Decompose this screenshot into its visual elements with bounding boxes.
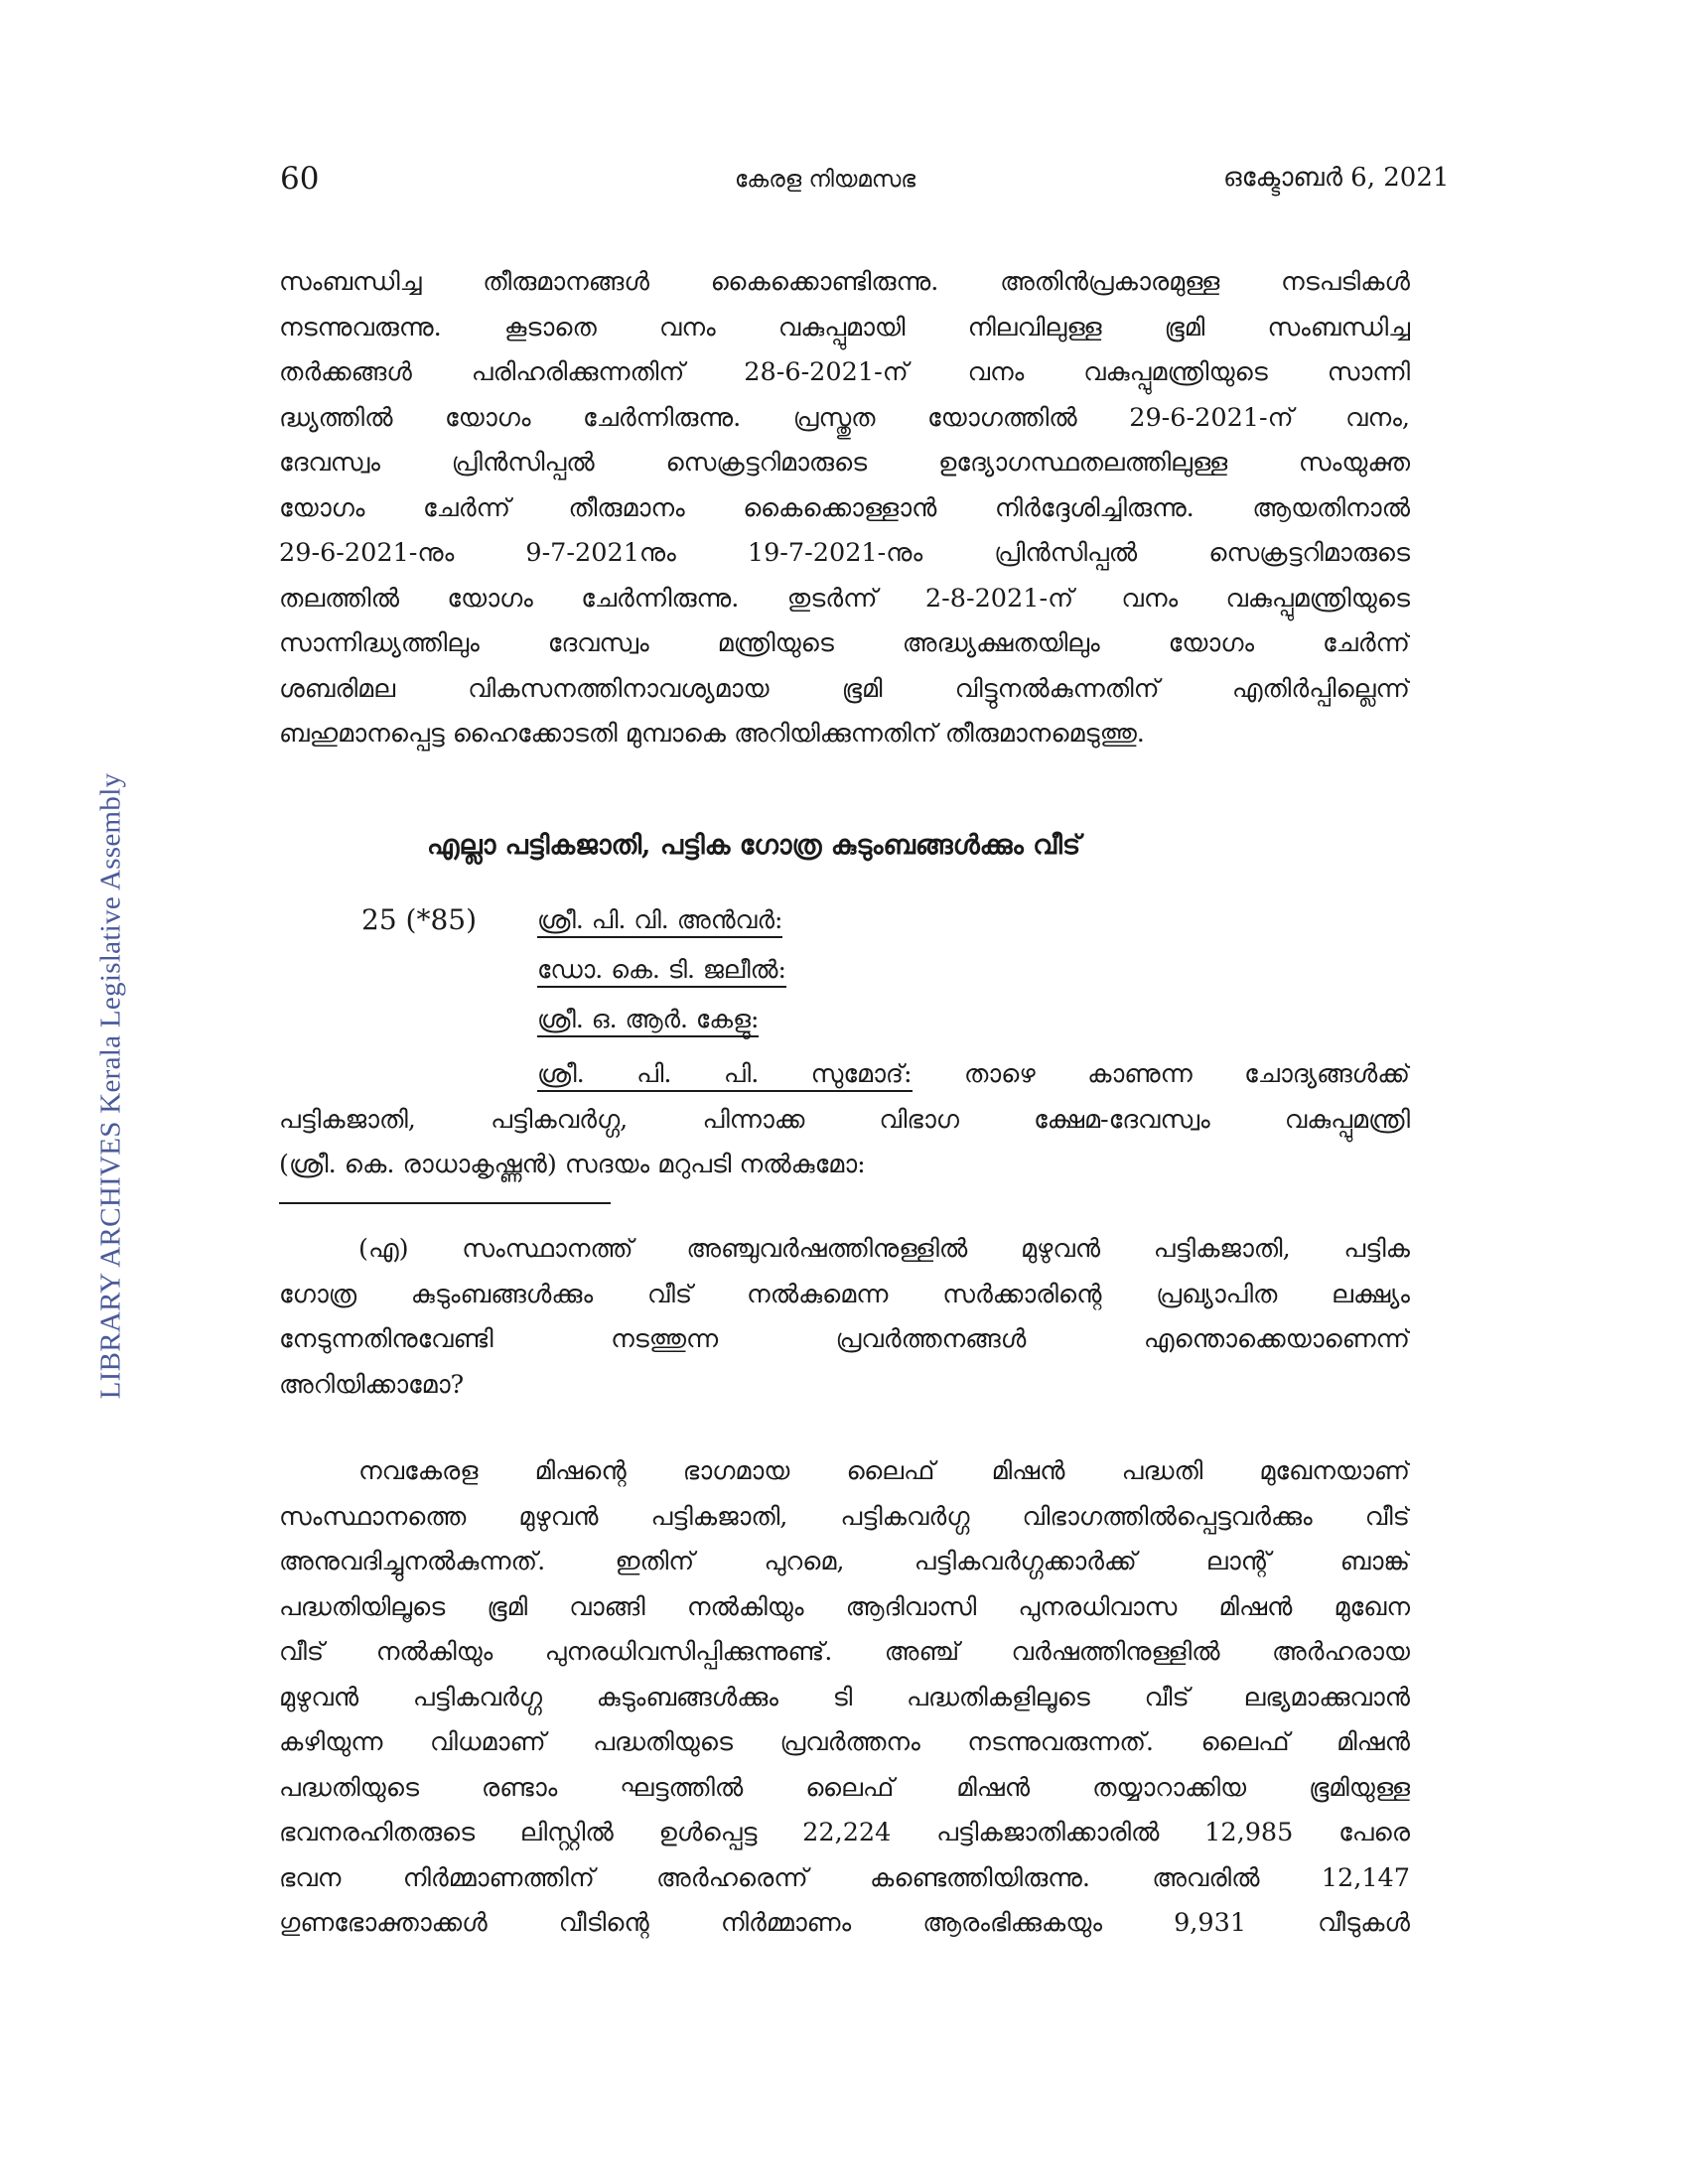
text-line: തർക്കങ്ങൾ പരിഹരിക്കുന്നതിന് 28-6-2021-ന് വനം വകുപ്പുമന്ത്രിയുടെ സാന്നി: [279, 357, 1410, 387]
running-head: കേരള നിയമസഭ: [735, 167, 916, 193]
text-line: മുഴുവൻ പട്ടികവർഗ്ഗ കുടുംബങ്ങൾക്കും ടി പദ്ധതികളിലൂടെ വീട് ലഭ്യമാക്കുവാൻ: [279, 1682, 1410, 1712]
archive-watermark: LIBRARY ARCHIVES Kerala Legislative Assembly: [94, 772, 127, 1400]
addressee-text: സദയം മറുപടി നൽകുമോ:: [556, 1150, 866, 1179]
text-line: നടന്നുവരുന്നു. കൂടാതെ വനം വകുപ്പുമായി നിലവിലുള്ള ഭൂമി സംബന്ധിച്ച: [279, 312, 1410, 342]
minister-name: (ശ്രീ. കെ. രാധാകൃഷ്ണൻ): [279, 1150, 557, 1179]
question-heading: എല്ലാ പട്ടികജാതി, പട്ടിക ഗോത്ര കുടുംബങ്ങൾക്കും വീട്: [427, 830, 1081, 861]
text-line: ഭവന നിർമ്മാണത്തിന് അർഹരെന്ന് കണ്ടെത്തിയിരുന്നു. അവരിൽ 12,147: [279, 1862, 1410, 1893]
question-number: 25 (*85): [361, 903, 478, 936]
text-line: സംസ്ഥാനത്തെ മുഴുവൻ പട്ടികജാതി, പട്ടികവർഗ്ഗ വിഭാഗത്തിൽപ്പെട്ടവർക്കും വീട്: [279, 1501, 1410, 1532]
text-line: ഭവനരഹിതരുടെ ലിസ്റ്റിൽ ഉൾപ്പെട്ട 22,224 പട്ടികജാതിക്കാരിൽ 12,985 പേരെ: [279, 1818, 1410, 1847]
text-line: തലത്തിൽ യോഗം ചേർന്നിരുന്നു. തുടർന്ന് 2-8-2021-ന് വനം വകുപ്പുമന്ത്രിയുടെ: [279, 583, 1410, 614]
continued-paragraph: [279, 260, 1410, 757]
text-line: ബഹുമാനപ്പെട്ട ഹൈക്കോടതി മുമ്പാകെ അറിയിക്കുന്നതിന് തീരുമാനമെടുത്തു.: [279, 719, 1145, 749]
text-line: വീട് നൽകിയും പുനരധിവസിപ്പിക്കുന്നുണ്ട്. അഞ്ച് വർഷത്തിനുള്ളിൽ അർഹരായ: [279, 1637, 1410, 1667]
text-line: പട്ടികജാതി, പട്ടികവർഗ്ഗ, പിന്നാക്ക വിഭാഗ ക്ഷേമ-ദേവസ്വം വകുപ്പുമന്ത്രി: [279, 1104, 1410, 1135]
text-line: ദേവസ്വം പ്രിൻസിപ്പൽ സെക്രട്ടറിമാരുടെ ഉദ്യോഗസ്ഥതലത്തിലുള്ള സംയുക്ത: [279, 448, 1410, 478]
member-name: [537, 905, 782, 935]
text-line: നവകേരള മിഷന്റെ ഭാഗമായ ലൈഫ് മിഷൻ പദ്ധതി മുഖേനയാണ്: [358, 1456, 1410, 1486]
text-line: (എ) സംസ്ഥാനത്ത് അഞ്ചുവർഷത്തിനുള്ളിൽ മുഴുവൻ പട്ടികജാതി, പട്ടിക: [358, 1234, 1410, 1264]
member-name: [537, 1005, 759, 1034]
text-line: [279, 1052, 1410, 1098]
text-line: കഴിയുന്ന വിധമാണ് പദ്ധതിയുടെ പ്രവർത്തനം നടന്നുവരുന്നത്. ലൈഫ് മിഷൻ: [279, 1727, 1410, 1757]
answer-paragraph: [279, 1449, 1410, 1947]
text-line: അറിയിക്കാമോ?: [279, 1369, 465, 1400]
text-line: ഗോത്ര കുടുംബങ്ങൾക്കും വീട് നൽകുമെന്ന സർക്കാരിന്റെ പ്രഖ്യാപിത ലക്ഷ്യം: [279, 1279, 1410, 1309]
member-name-text: ശ്രീ. പി. പി. സുമോദ്:: [537, 1059, 913, 1092]
member-name-text: ശ്രീ. ഒ. ആർ. കേളു:: [537, 1005, 759, 1037]
addressee-text: താഴെ കാണുന്ന ചോദ്യങ്ങൾക്ക്: [963, 1059, 1410, 1089]
text-line: അനുവദിച്ചുനൽകുന്നത്. ഇതിന് പുറമെ, പട്ടികവർഗ്ഗക്കാർക്ക് ലാന്റ് ബാങ്ക്: [279, 1547, 1410, 1576]
text-line: നേടുന്നതിനുവേണ്ടി നടത്തുന്ന പ്രവർത്തനങ്ങൾ എന്തൊക്കെയാണെന്ന്: [279, 1324, 1410, 1354]
member-name-text: ശ്രീ. പി. വി. അൻവർ:: [537, 905, 782, 938]
text-line: പദ്ധതിയുടെ രണ്ടാം ഘട്ടത്തിൽ ലൈഫ് മിഷൻ തയ്യാറാക്കിയ ഭൂമിയുള്ള: [279, 1772, 1410, 1803]
text-line: സംബന്ധിച്ച തീരുമാനങ്ങൾ കൈക്കൊണ്ടിരുന്നു. അതിൻപ്രകാരമുള്ള നടപടികൾ: [279, 267, 1410, 297]
text-line: [279, 1143, 1410, 1188]
member-name: [537, 955, 786, 985]
member-name-text: ഡോ. കെ. ടി. ജലീൽ:: [537, 955, 786, 988]
text-line: യോഗം ചേർന്ന് തീരുമാനം കൈക്കൊള്ളാൻ നിർദ്ദേശിച്ചിരുന്നു. ആയതിനാൽ: [279, 492, 1410, 523]
page-date: ഒക്ടോബർ 6, 2021: [1223, 163, 1450, 193]
text-line: ഗുണഭോക്താക്കൾ വീടിന്റെ നിർമ്മാണം ആരംഭിക്കുകയും 9,931 വീടുകൾ: [279, 1908, 1410, 1938]
text-line: ശബരിമല വികസനത്തിനാവശ്യമായ ഭൂമി വിട്ടുനൽകുന്നതിന് എതിർപ്പില്ലെന്ന്: [279, 673, 1410, 704]
text-line: 29-6-2021-നും 9-7-2021നും 19-7-2021-നും പ്രിൻസിപ്പൽ സെക്രട്ടറിമാരുടെ: [279, 538, 1410, 568]
addressee-block: [279, 1052, 1410, 1188]
text-line: ദ്ധ്യത്തിൽ യോഗം ചേർന്നിരുന്നു. പ്രസ്തുത യോഗത്തിൽ 29-6-2021-ന് വനം,: [279, 402, 1410, 433]
text-line: പദ്ധതിയിലൂടെ ഭൂമി വാങ്ങി നൽകിയും ആദിവാസി പുനരധിവാസ മിഷൻ മുഖേന: [279, 1591, 1410, 1622]
question-a: [279, 1227, 1410, 1408]
page-number: 60: [280, 161, 320, 197]
divider: [279, 1202, 611, 1204]
text-line: സാന്നിദ്ധ്യത്തിലും ദേവസ്വം മന്ത്രിയുടെ അദ്ധ്യക്ഷതയിലും യോഗം ചേർന്ന്: [279, 628, 1410, 658]
